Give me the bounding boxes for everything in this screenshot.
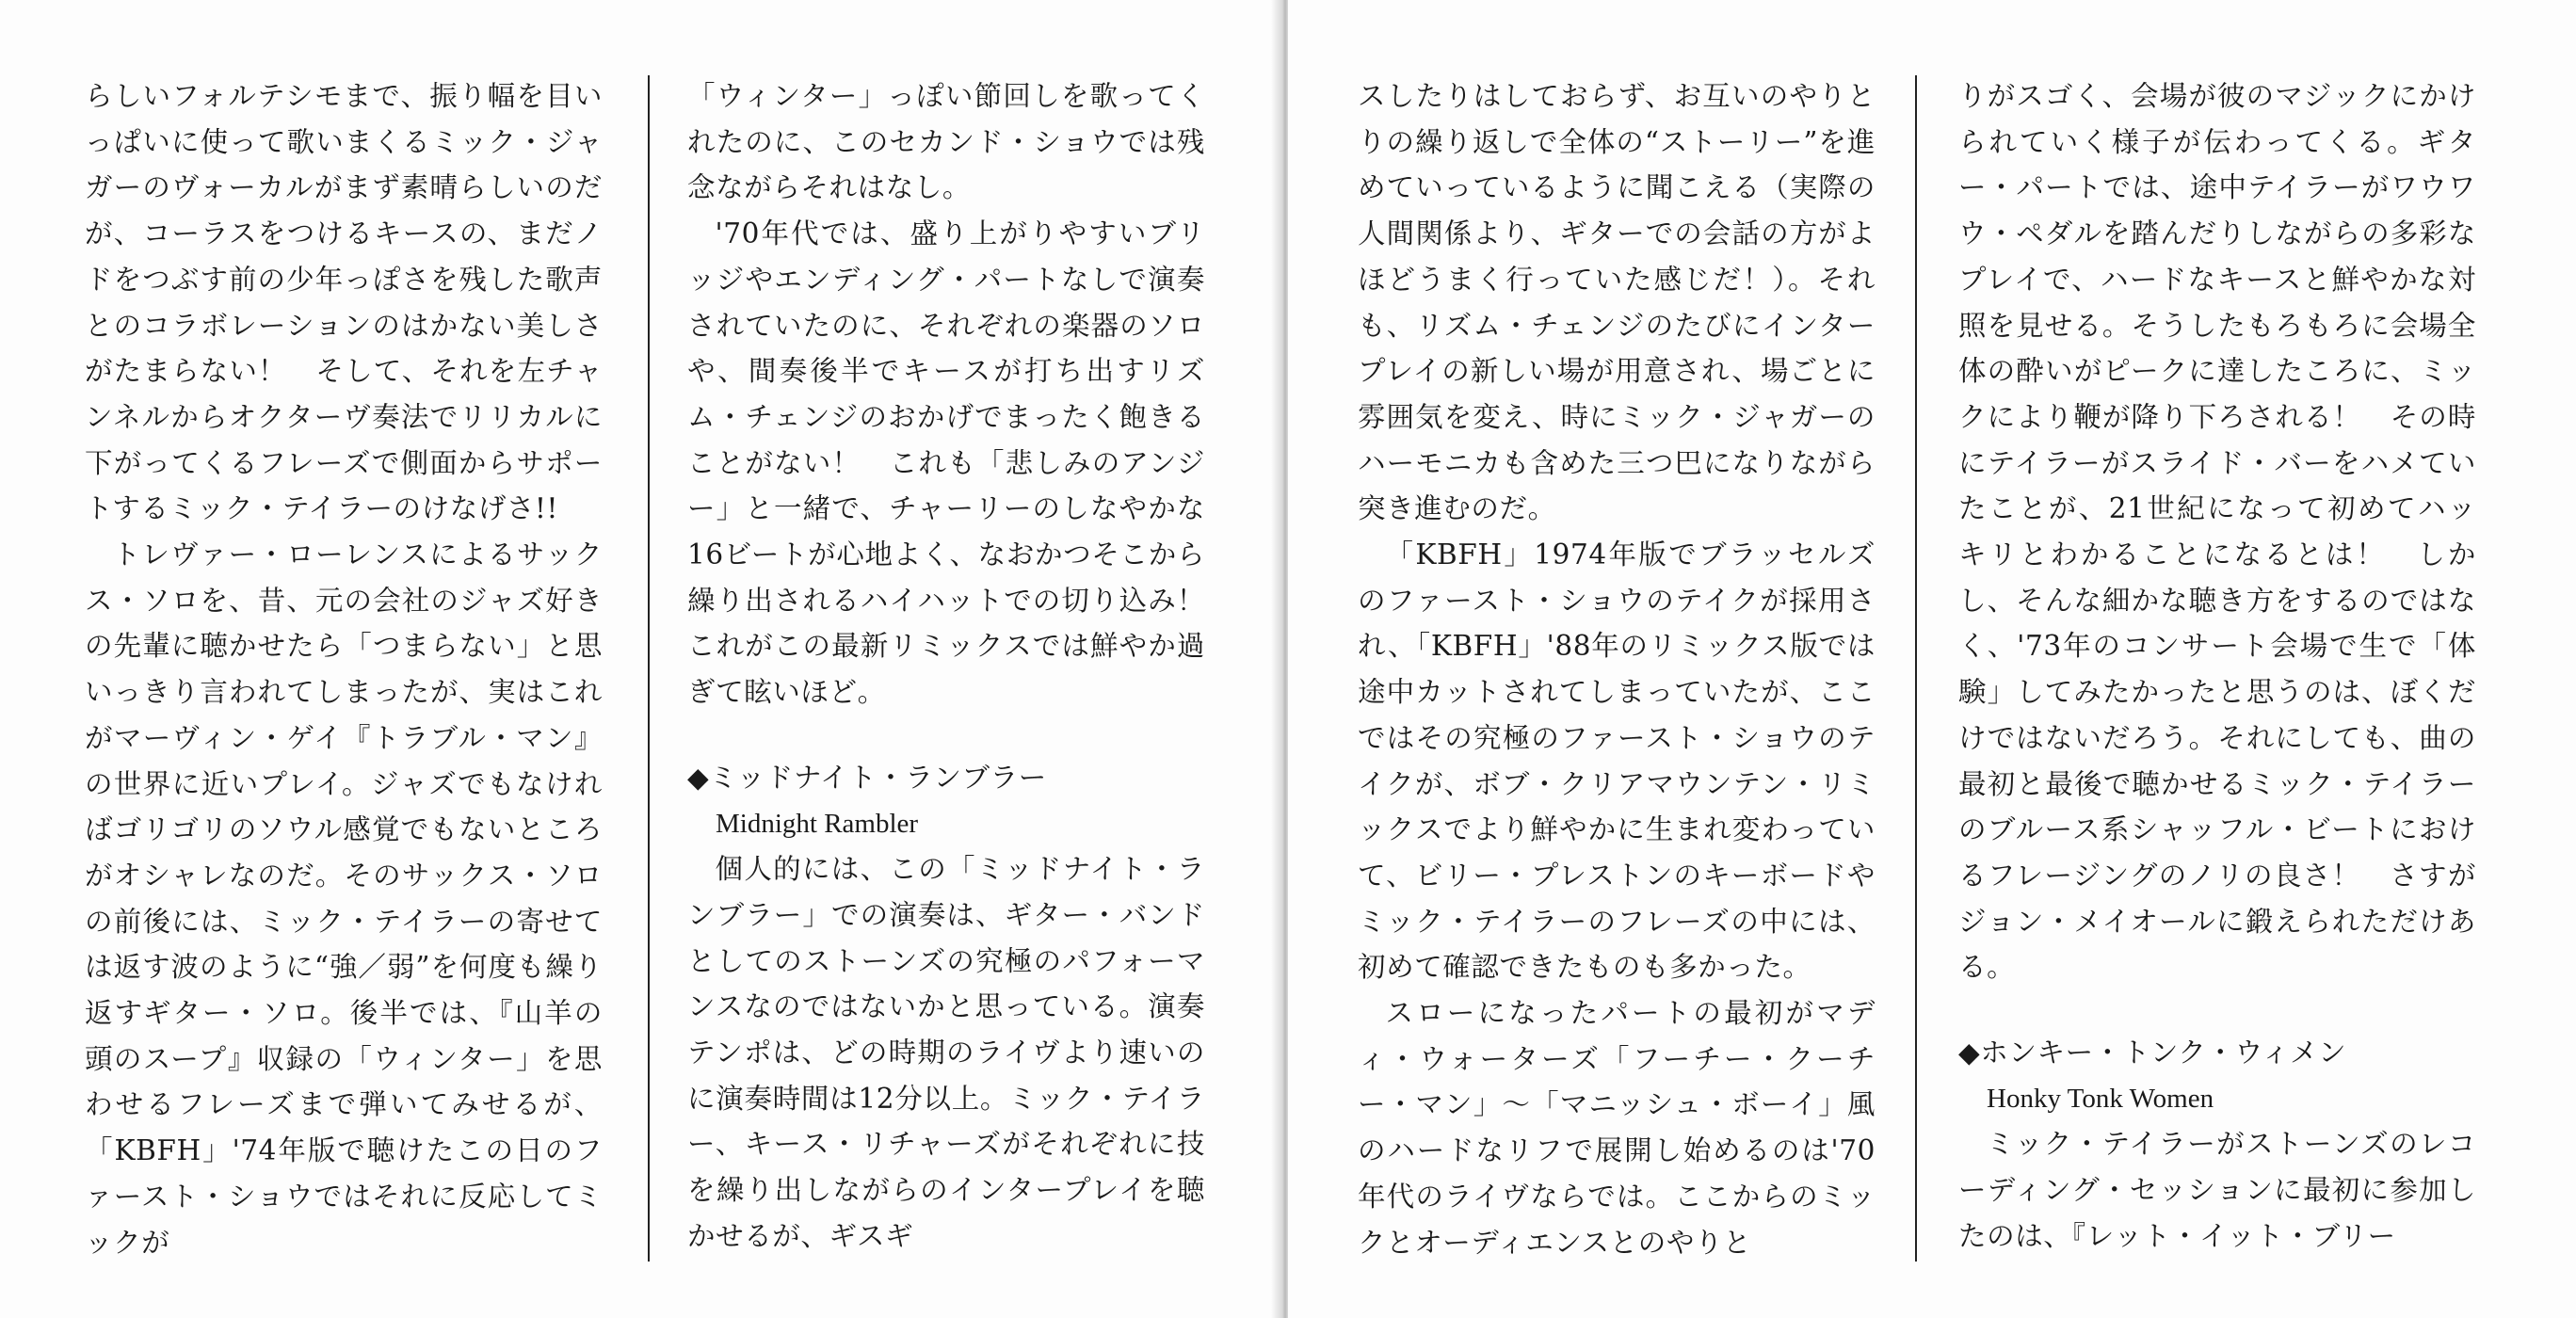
paragraph: '70年代では、盛り上がりやすいブリッジやエンディング・パートなしで演奏されていたのに、それぞれの楽器のソロや、間奏後半でキースが打ち出すリズム・チェンジのおかげでまったく飽きることがない！ これも「悲しみのアンジー」と一緒で、チャーリーのしなやかな16ビートが心地よく、なおかつそこから繰り出されるハイハットでの切り込み！ これがこの最新リミックスでは鮮やか過ぎて眩いほど。 [687, 217, 1234, 709]
paragraph: りがスゴく、会場が彼のマジックにかけられていく様子が伝わってくる。ギター・パートでは、途中テイラーがワウワウ・ペダルを踏んだりしながらの多彩なプレイで、ハードなキースと鮮やかな対照を見せる。そうしたもろもろに会場全体の酔いがピークに達したころに、ミックにより鞭が降り下ろされる！ その時にテイラーがスライド・バーをハメていたことが、21世紀になって初めてハッキリとわかることになるとは！ しかし、そんな細かな聴き方をするのではなく、'73年のコンサート会場で生で「体験」してみたかったと思うのは、ぼくだけではないだろう。それにしても、曲の最初と最後で聴かせるミック・テイラーのブルース系シャッフル・ビートにおけるフレージングのノリの良さ！ さすがジョン・メイオールに鍛えられただけある。 [1958, 80, 2476, 984]
left-page-column-2 [687, 73, 1234, 1260]
paragraph: 個人的には、この「ミッドナイト・ランブラー」での演奏は、ギター・バンドとしてのストーンズの究極のパフォーマンスなのではないかと思っている。演奏テンポは、どの時期のライヴより速いのに演奏時間は12分以上。ミック・テイラー、キース・リチャーズがそれぞれに技を繰り出しながらのインタープレイを聴かせるが、ギスギ [687, 853, 1205, 1252]
section-heading: ◆ホンキー・トンク・ウィメン [1958, 1037, 2347, 1069]
paragraph: らしいフォルテシモまで、振り幅を目いっぱいに使って歌いまくるミック・ジャガーのヴォーカルがまず素晴らしいのだが、コーラスをつけるキースの、まだノドをつぶす前の少年っぽさを残した歌声とのコラボレーションのはかない美しさがたまらない！ そして、それを左チャンネルからオクターヴ奏法でリリカルに下がってくるフレーズで側面からサポートするミック・テイラーのけなげさ!! [85, 80, 603, 525]
paragraph: トレヴァー・ローレンスによるサックス・ソロを、昔、元の会社のジャズ好きの先輩に聴かせたら「つまらない」と思いっきり言われてしまったが、実はこれがマーヴィン・ゲイ『トラブル・マン』の世界に近いプレイ。ジャズでもなければゴリゴリのソウル感覚でもないところがオシャレなのだ。そのサックス・ソロの前後には、ミック・テイラーの寄せては返す波のように“強／弱”を何度も繰り返すギター・ソロ。後半では、『山羊の頭のスープ』収録の「ウィンター」を思わせるフレーズまで弾いてみせるが、「KBFH」'74年版で聴けたこの日のファースト・ショウではそれに反応してミックが [85, 538, 603, 1259]
left-page [0, 0, 1279, 1318]
section-heading-english: Midnight Rambler [716, 808, 919, 839]
paragraph: 「KBFH」1974年版でブラッセルズのファースト・ショウのテイクが採用され、「KBFH」'88年のリミックス版では途中カットされてしまっていたが、ここではその究極のファースト・ショウのテイクが、ボブ・クリアマウンテン・リミックスでより鮮やかに生まれ変わっていて、ビリー・プレストンのキーボードやミック・テイラーのフレーズの中には、初めて確認できたものも多かった。 [1358, 538, 1876, 984]
left-page-column-1 [85, 73, 603, 1265]
paragraph: スしたりはしておらず、お互いのやりとりの繰り返しで全体の“ストーリー”を進めていっているように聞こえる（実際の人間関係より、ギターでの会話の方がよほどうまく行っていた感じだ！）。それも、リズム・チェンジのたびにインタープレイの新しい場が用意され、場ごとに雰囲気を変え、時にミック・ジャガーのハーモニカも含めた三つ巴になりながら突き進むのだ。 [1358, 80, 1876, 525]
section-heading: ◆ミッドナイト・ランブラー [687, 761, 1047, 794]
right-page-column-1 [1358, 73, 1876, 1265]
paragraph: ミック・テイラーがストーンズのレコーディング・セッションに最初に参加したのは、『レット・イット・ブリー [1958, 1128, 2476, 1252]
paragraph: スローになったパートの最初がマディ・ウォーターズ「フーチー・クーチー・マン」〜「マニッシュ・ボーイ」風のハードなリフで展開し始めるのは'70年代のライヴならでは。ここからのミックとオーディエンスとのやりと [1358, 997, 1876, 1259]
paragraph: 「ウィンター」っぽい節回しを歌ってくれたのに、このセカンド・ショウでは残念ながらそれはなし。 [687, 80, 1205, 204]
section-gap [687, 715, 1205, 755]
section-gap [1958, 990, 2476, 1030]
section-heading-english: Honky Tonk Women [1987, 1083, 2214, 1114]
right-page-column-2 [1958, 73, 2476, 1260]
column-divider [1915, 75, 1917, 1262]
column-divider [648, 75, 650, 1262]
right-page [1288, 0, 2576, 1318]
